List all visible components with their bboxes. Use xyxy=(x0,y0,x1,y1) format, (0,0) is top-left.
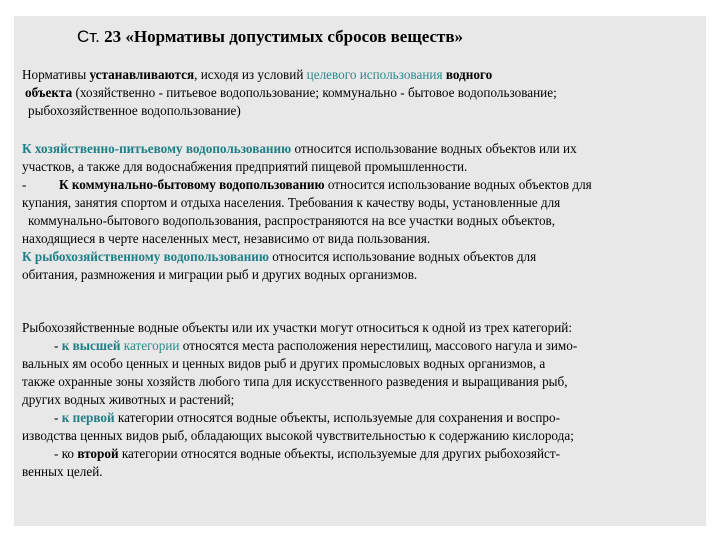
text-run: категории xyxy=(117,410,174,425)
categories-line-3: вальных ям особо ценных и ценных видов рыб и других промысловых водных организмов, а xyxy=(22,356,546,371)
bold-term: устанавливаются xyxy=(89,67,195,82)
text-run: относится использование водных объектов для xyxy=(269,249,537,264)
title-text: 23 «Нормативы допустимых сбросов веществ» xyxy=(104,27,464,46)
usage-line-1 xyxy=(22,140,712,158)
usage-line-5: коммунально-бытового водопользования, распространяются на все участки водных объектов, xyxy=(28,213,556,228)
categories-line-1: Рыбохозяйственные водные объекты или их участки могут относиться к одной из трех категорий: xyxy=(22,320,572,335)
categories-line-6 xyxy=(22,409,712,427)
highlight-term: целевого использования xyxy=(306,67,443,82)
text-run: (хозяйственно - питьевое водопользование; коммунально - бытовое водопользование; xyxy=(72,85,557,100)
highlight-term: к высшей xyxy=(61,338,121,353)
usage-line-2: участков, а также для водоснабжения предприятий пищевой промышленности. xyxy=(22,159,468,174)
text-run: относятся места расположения нерестилищ, массового нагула и зимо- xyxy=(179,338,578,353)
slide-title xyxy=(77,27,463,47)
categories-line-2 xyxy=(22,337,712,355)
text-run: - xyxy=(54,338,62,353)
intro-line-3: рыбохозяйственное водопользование) xyxy=(28,103,241,118)
categories-paragraph xyxy=(22,319,712,481)
usage-line-8: обитания, размножения и миграции рыб и других водных организмов. xyxy=(22,267,418,282)
usage-line-4: купания, занятия спортом и отдыха населения. Требования к качеству воды, установленные для xyxy=(22,195,561,210)
usage-line-6: находящиеся в черте населенных мест, независимо от вида пользования. xyxy=(22,231,431,246)
text-run: относятся водные объекты, используемые для сохранения и воспро- xyxy=(173,410,561,425)
intro-line-1 xyxy=(22,66,712,84)
usage-line-7 xyxy=(22,248,712,266)
usage-line-3 xyxy=(22,176,712,194)
text-run: относится использование водных объектов или их xyxy=(291,141,577,156)
highlight-term: К рыбохозяйственному водопользованию xyxy=(22,249,269,264)
text-run: , исходя из условий xyxy=(194,67,307,82)
text-run: относится использование водных объектов для xyxy=(324,177,592,192)
categories-line-9: венных целей. xyxy=(22,464,103,479)
categories-line-7: изводства ценных видов рыб, обладающих высокой чувствительностью к содержанию кислорода; xyxy=(22,428,574,443)
text-run: - xyxy=(54,410,62,425)
text-run: Нормативы xyxy=(22,67,90,82)
bold-term: К коммунально-бытовому водопользованию xyxy=(59,177,325,192)
bold-term: объекта xyxy=(25,85,73,100)
bold-term: водного xyxy=(442,67,493,82)
intro-paragraph xyxy=(22,66,712,120)
text-run: - ко xyxy=(54,446,78,461)
intro-line-2 xyxy=(22,84,712,102)
text-run: категории относятся водные объекты, используемые для других рыбохозяйст- xyxy=(118,446,561,461)
highlight-term: К хозяйственно-питьевому водопользованию xyxy=(22,141,292,156)
bold-term: второй xyxy=(77,446,119,461)
categories-line-8 xyxy=(22,445,712,463)
categories-line-4: также охранные зоны хозяйств любого типа для искусственного разведения и выращивания рыб, xyxy=(22,374,568,389)
highlight-term: к первой xyxy=(61,410,115,425)
usage-paragraph xyxy=(22,140,712,284)
title-prefix: Ст. xyxy=(77,27,100,46)
dash: - xyxy=(22,177,27,192)
highlight-term: категории xyxy=(123,338,180,353)
categories-line-5: других водных животных и растений; xyxy=(22,392,235,407)
